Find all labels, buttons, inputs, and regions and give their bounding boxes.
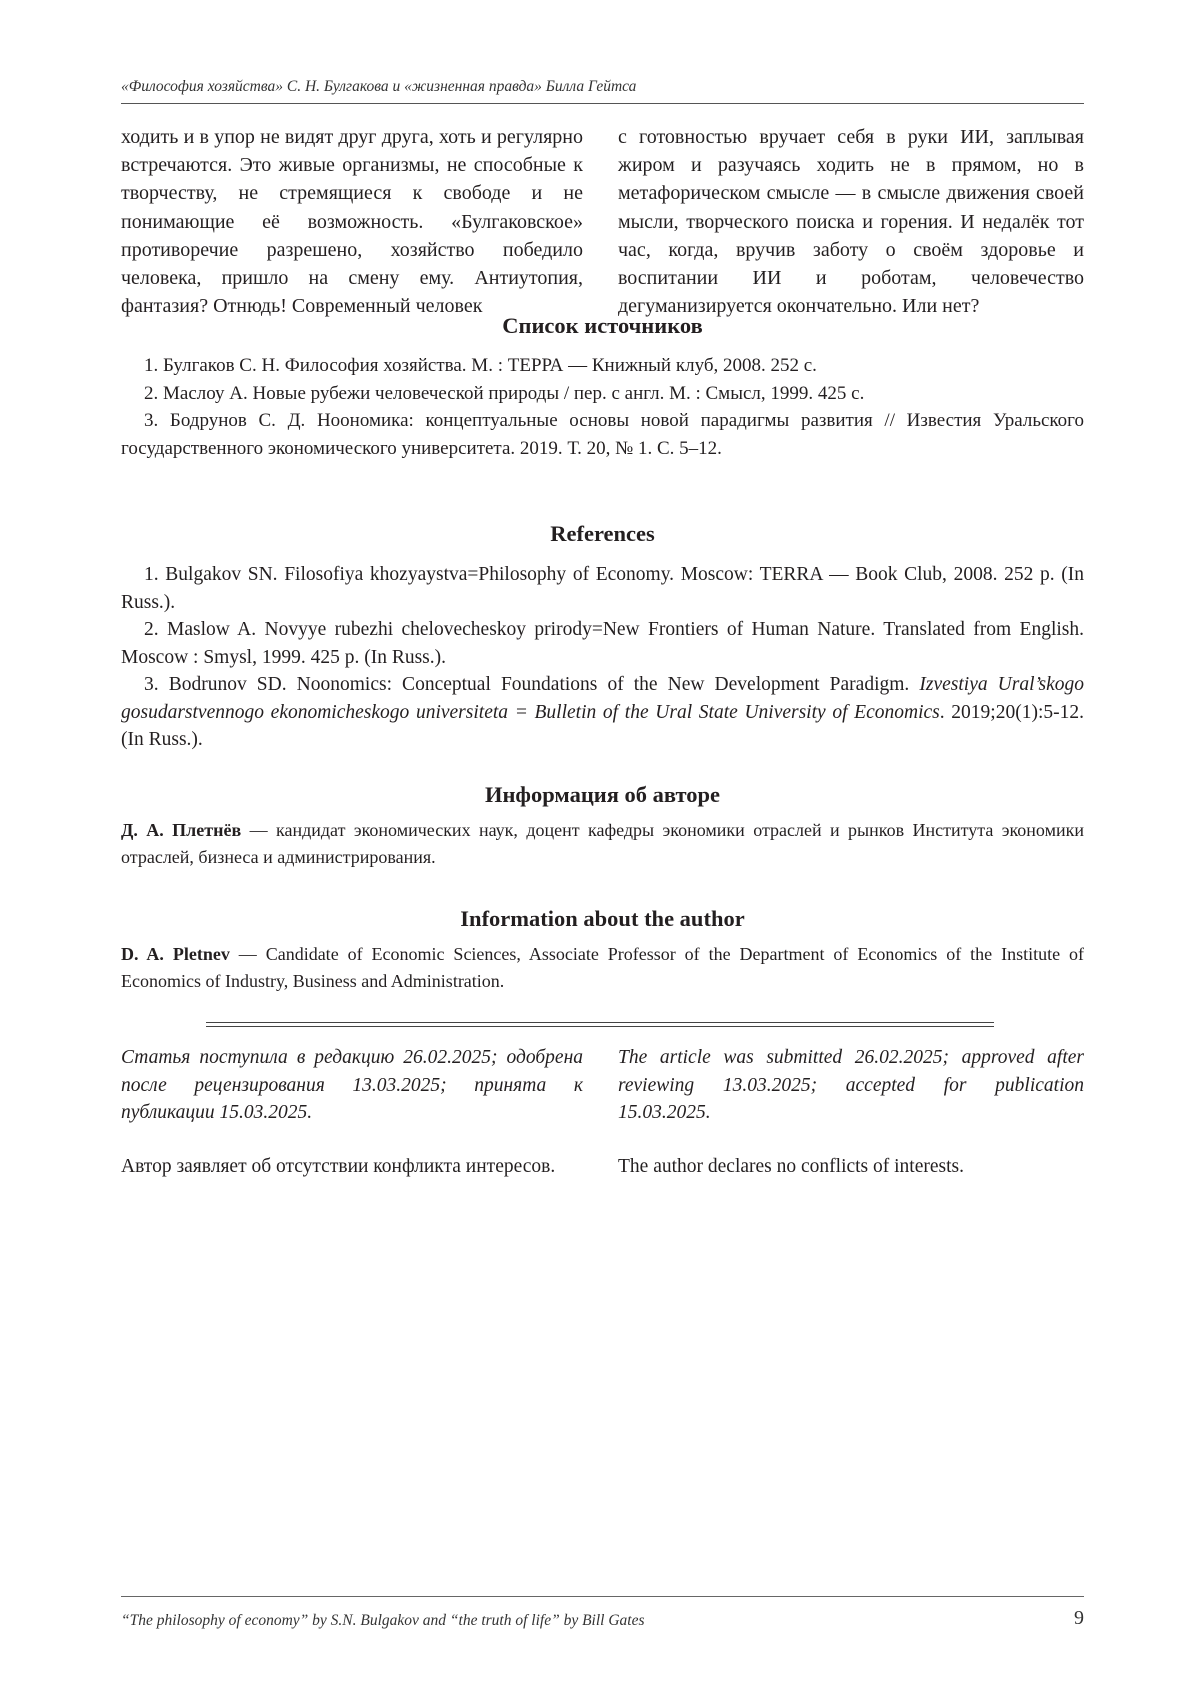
references-list: [121, 561, 1084, 754]
source-item-3: 3. Бодрунов С. Д. Ноономика: концептуальные основы новой парадигмы развития // Известия Уральского государственного экономического университета. 2019. Т. 20, № 1. С. 5–12.: [121, 410, 1084, 459]
reference-item-3-main: 3. Bodrunov SD. Noonomics: Conceptual Foundations of the New Development Paradigm.: [144, 674, 920, 695]
author-name-ru: Д. А. Плетнёв: [121, 820, 242, 840]
reference-item-3-tail: . 2019;20(1):5-12. (In Russ.).: [121, 701, 1084, 750]
author-description-ru: — кандидат экономических наук, доцент кафедры экономики отраслей и рынков Института экономики отраслей, бизнеса и администрирования.: [121, 820, 1084, 867]
sources-list: [121, 352, 1084, 462]
running-header: «Философия хозяйства» С. Н. Булгакова и «жизненная правда» Билла Гейтса: [121, 78, 637, 95]
references-heading: References: [550, 521, 655, 546]
page-number: 9: [1074, 1607, 1084, 1629]
sources-heading: Список источников: [502, 313, 703, 338]
source-item-1: 1. Булгаков С. Н. Философия хозяйства. М. : ТЕРРА — Книжный клуб, 2008. 252 с.: [144, 355, 817, 376]
conflict-statement-ru: Автор заявляет об отсутствии конфликта интересов.: [121, 1156, 556, 1177]
author-description-en: — Candidate of Economic Sciences, Associate Professor of the Department of Economics of the Institute of Economics of Industry, Business and Administration.: [121, 944, 1084, 991]
footer-rule: [121, 1596, 1084, 1597]
reference-item-2: 2. Maslow A. Novyye rubezhi chelovecheskoy prirody=New Frontiers of Human Nature. Translated from English. Moscow : Smysl, 1999. 425 p. (In Russ.).: [121, 619, 1084, 668]
reference-item-1: 1. Bulgakov SN. Filosofiya khozyaystva=Philosophy of Economy. Moscow: TERRA — Book Club, 2008. 252 p. (In Russ.).: [121, 564, 1084, 613]
author-info-heading-en: Information about the author: [460, 906, 745, 931]
header-rule: [121, 103, 1084, 104]
author-info-heading: Информация об авторе: [484, 782, 721, 807]
running-footer: “The philosophy of economy” by S.N. Bulgakov and “the truth of life” by Bill Gates: [121, 1612, 645, 1629]
separator-rule-top: [206, 1022, 994, 1023]
body-right-column: с готовностью вручает себя в руки ИИ, заплывая жиром и разучаясь ходить не в прямом, но в метафорическом смысле — в смысле движения своей мысли, творческого поиска и горения. И недалёк тот час, когда, вручив заботу о своём здоровье и воспитании ИИ и роботам, человечество дегуманизируется окончательно. Или нет?: [618, 126, 1084, 318]
author-info-en: [121, 941, 1084, 995]
source-item-2: 2. Маслоу А. Новые рубежи человеческой природы / пер. с англ. М. : Смысл, 1999. 425 с.: [144, 382, 865, 404]
author-info-ru: [121, 817, 1084, 871]
conflict-statement-en: The author declares no conflicts of interests.: [618, 1156, 965, 1177]
separator-rule-bottom: [206, 1026, 994, 1027]
article-dates-ru: Статья поступила в редакцию 26.02.2025; одобрена после рецензирования 13.03.2025; принята к публикации 15.03.2025.: [121, 1047, 583, 1123]
article-dates-en: The article was submitted 26.02.2025; approved after reviewing 13.03.2025; accepted for publication 15.03.2025.: [618, 1047, 1084, 1123]
author-name-en: D. A. Pletnev: [121, 944, 230, 964]
reference-item-3: [121, 671, 1084, 754]
body-left-column: ходить и в упор не видят друг друга, хоть и регулярно встречаются. Это живые организмы, не способные к творчеству, не стремящиеся к свободе и не понимающие её возможность. «Булгаковское» противоречие разрешено, хозяйство победило человека, пришло на смену ему. Антиутопия, фантазия? Отнюдь! Современный человек: [121, 126, 583, 318]
reference-item-3-journal: Izvestiya Ural’skogo gosudarstvennogo ekonomicheskogo universiteta = Bulletin of the Ural State University of Economics: [121, 674, 1084, 723]
